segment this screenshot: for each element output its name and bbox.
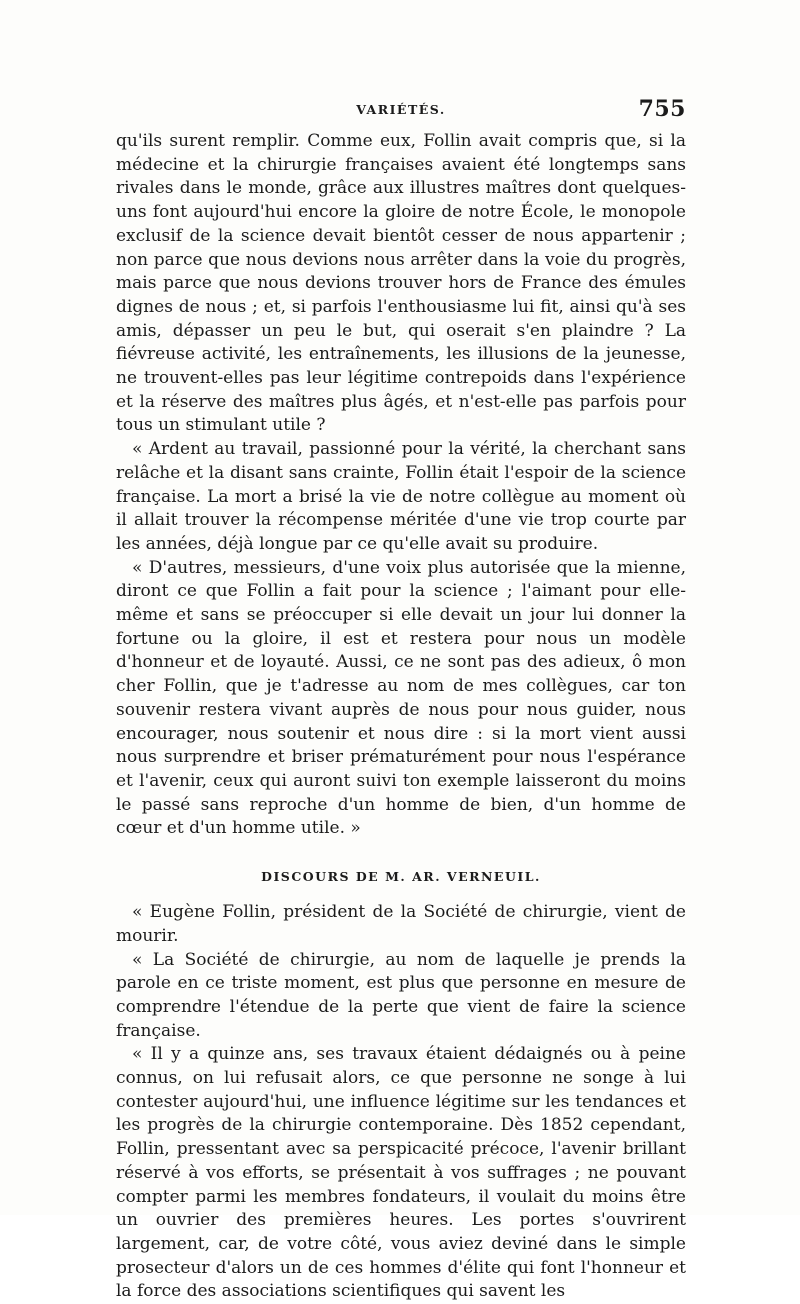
paragraph: « D'autres, messieurs, d'une voix plus autorisée que la mienne, diront ce que Follin a fait pour la science ; l'aimant pour elle-même et sans se préoccuper si elle devait un jour lui donner la fortune ou la gloire, il est et restera pour nous un modèle d'honneur et de loyauté. Aussi, ce ne sont pas des adieux, ô mon cher Follin, que je t'adresse au nom de mes collègues, car ton souvenir restera vivant auprès de nous pour nous guider, nous encourager, nous soutenir et nous dire : si la mort vient aussi nous surprendre et briser prématurément pour nous l'espérance et l'avenir, ceux qui auront suivi ton exemple laisseront du moins le passé sans reproche d'un homme de bien, d'un homme de cœur et d'un homme utile. » [116, 557, 686, 839]
paragraph: qu'ils surent remplir. Comme eux, Follin avait compris que, si la médecine et la chirurgie françaises avaient été longtemps sans rivales dans le monde, grâce aux illustres maîtres dont quelques-uns font aujourd'hui encore la gloire de notre École, le monopole exclusif de la science devait bientôt cesser de nous appartenir ; non parce que nous devions nous arrêter dans la voie du progrès, mais parce que nous devions trouver hors de France des émules dignes de nous ; et, si parfois l'enthousiasme lui fit, ainsi qu'à ses amis, dépasser un peu le but, qui oserait s'en plaindre ? La fiévreuse activité, les entraînements, les illusions de la jeunesse, ne trouvent-elles pas leur légitime contrepoids dans l'expérience et la réserve des maîtres plus âgés, et n'est-elle pas parfois pour tous un stimulant utile ? [116, 131, 686, 436]
paragraph: « Eugène Follin, président de la Société de chirurgie, vient de mourir. [116, 902, 686, 946]
page-number: 755 [638, 96, 686, 122]
text-block [116, 130, 686, 1304]
paragraph: « La Société de chirurgie, au nom de laquelle je prends la parole en ce triste moment, est plus que personne en mesure de comprendre l'étendue de la perte que vient de faire la science française. [116, 949, 686, 1041]
running-head [116, 96, 686, 126]
section-heading: DISCOURS DE M. AR. VERNEUIL. [261, 869, 541, 885]
paragraph: « Il y a quinze ans, ses travaux étaient dédaignés ou à peine connus, on lui refusait alors, ce que personne ne songe à lui contester aujourd'hui, une influence légitime sur les tendances et les progrès de la chirurgie contemporaine. Dès 1852 cependant, Follin, pressentant avec sa perspicacité précoce, l'avenir brillant réservé à vos efforts, se présentait à vos suffrages ; ne pouvant compter parmi les membres fondateurs, il voulait du moins être un ouvrier des premières heures. Les portes s'ouvrirent largement, car, de votre côté, vous aviez deviné dans le simple prosecteur d'alors un de ces hommes d'élite qui font l'honneur et la force des associations scientifiques qui savent les [116, 1044, 686, 1302]
running-title: VARIÉTÉS. [356, 102, 446, 117]
paragraph: « Ardent au travail, passionné pour la vérité, la cherchant sans relâche et la disant sans crainte, Follin était l'espoir de la science française. La mort a brisé la vie de notre collègue au moment où il allait trouver la récompense méritée d'une vie trop courte par les années, déjà longue par ce qu'elle avait su produire. [116, 439, 686, 554]
